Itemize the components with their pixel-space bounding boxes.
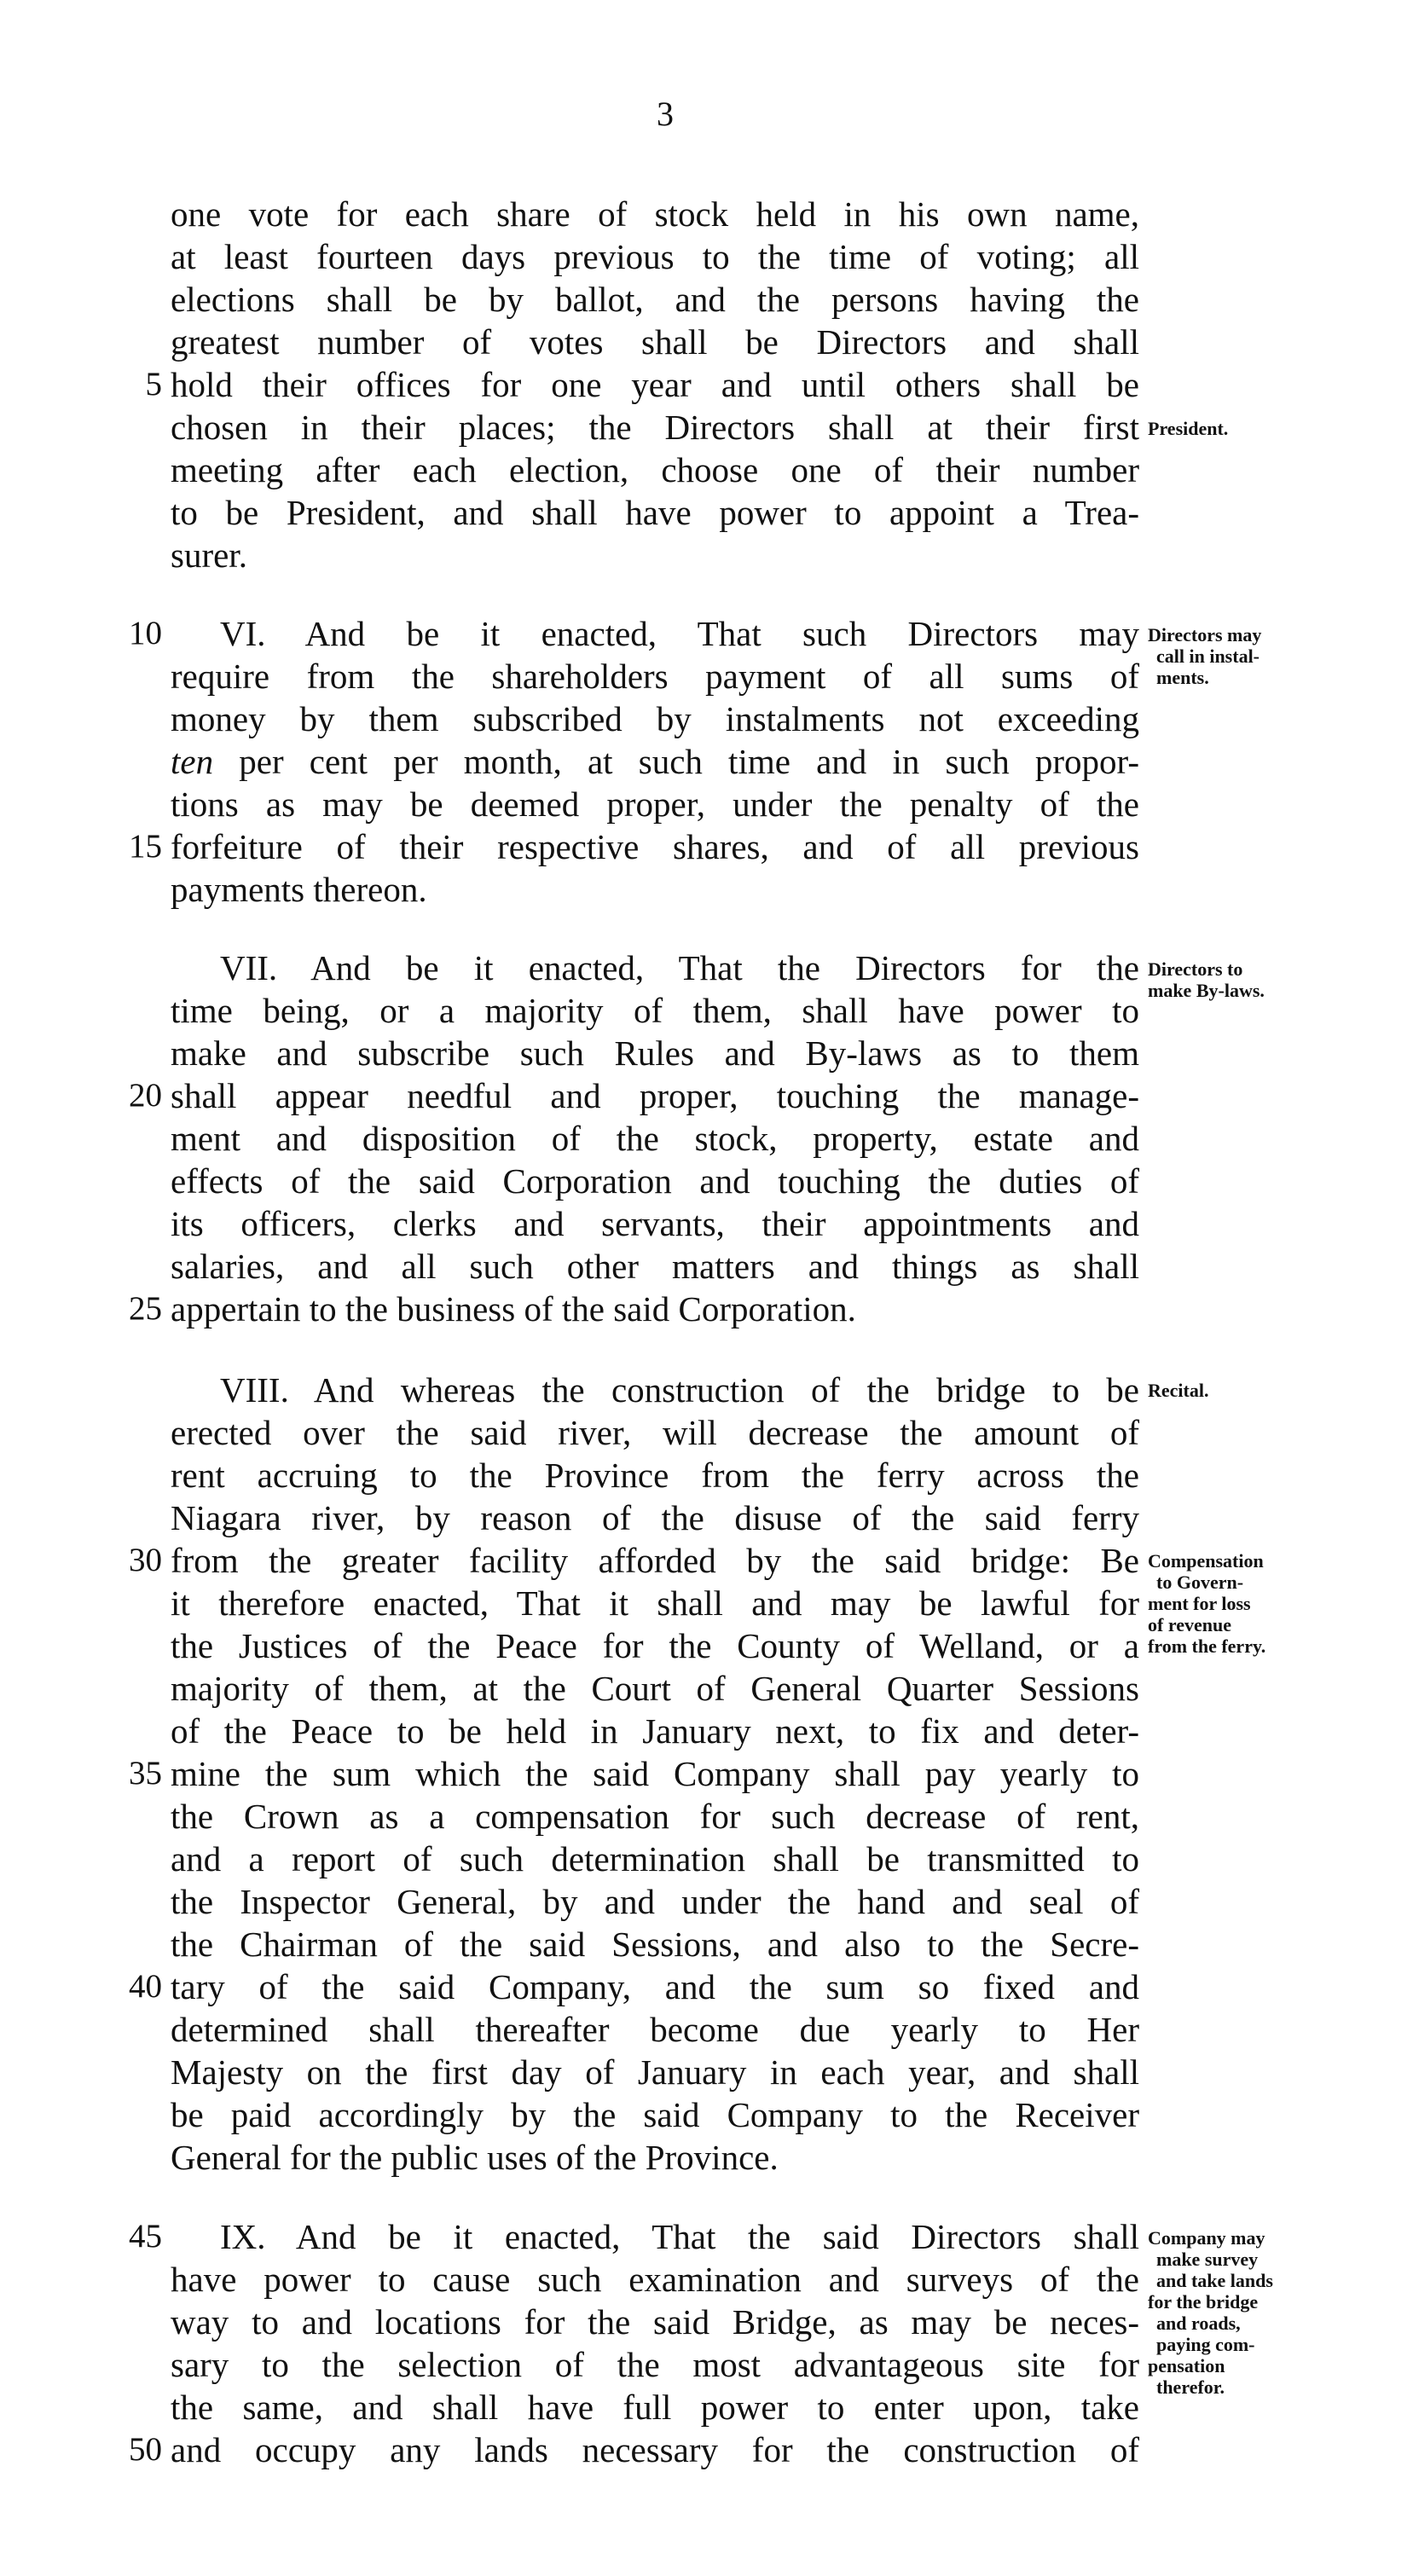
line-number: 30 [129,1542,162,1578]
body-line: shall appear needful and proper, touching the manage- [171,1076,1139,1115]
margin-note-line: from the ferry. [1148,1635,1266,1657]
margin-note-instalments [1148,624,1261,688]
body-line: and occupy any lands necessary for the construction of [171,2430,1139,2469]
body-line: salaries, and all such other matters and things as shall [171,1247,1139,1286]
section-heading-line: VII. And be it enacted, That the Directors for the [220,948,1139,987]
body-line: General for the public uses of the Province. [171,2138,779,2177]
body-line: and a report of such determination shall be transmitted to [171,1839,1139,1878]
body-line: the Justices of the Peace for the County of Welland, or a [171,1626,1139,1665]
margin-note-line: President. [1148,418,1229,439]
body-line: the Inspector General, by and under the hand and seal of [171,1882,1139,1921]
body-line: surer. [171,535,247,575]
margin-note-line: and take lands [1156,2270,1273,2291]
margin-note-recital [1148,1380,1208,1401]
section-heading-line: VI. And be it enacted, That such Directors may [220,614,1139,653]
margin-note-line: pensation [1148,2355,1225,2376]
body-line: erected over the said river, will decrease the amount of [171,1413,1139,1452]
margin-note-line: ment for loss [1148,1593,1251,1614]
body-line: determined shall thereafter become due yearly to Her [171,2010,1139,2049]
margin-note-survey [1148,2227,1273,2398]
body-line: tions as may be deemed proper, under the penalty of the [171,784,1139,824]
body-line: forfeiture of their respective shares, and of all previous [171,827,1139,866]
body-line: ment and disposition of the stock, property, estate and [171,1119,1139,1158]
body-line: rent accruing to the Province from the ferry across the [171,1456,1139,1495]
margin-note-line: and roads, [1156,2313,1241,2334]
body-line: elections shall be by ballot, and the persons having the [171,280,1139,319]
margin-note-line: therefor. [1156,2376,1225,2398]
margin-note-line: make survey [1156,2249,1259,2270]
body-line: Niagara river, by reason of the disuse of the said ferry [171,1498,1139,1537]
body-line: from the greater facility afforded by the said bridge: Be [171,1541,1139,1580]
body-line: majority of them, at the Court of General Quarter Sessions [171,1669,1139,1708]
body-line: way to and locations for the said Bridge, as may be neces- [171,2302,1139,2342]
body-line: meeting after each election, choose one of their number [171,450,1139,489]
body-line-rest: per cent per month, at such time and in such propor- [239,742,1139,781]
body-line [171,740,1139,783]
body-line: the Crown as a compensation for such decrease of rent, [171,1797,1139,1836]
body-line: money by them subscribed by instalments not exceeding [171,699,1139,738]
body-line: tary of the said Company, and the sum so fixed and [171,1967,1139,2006]
body-line: have power to cause such examination and surveys of the [171,2260,1139,2299]
body-line: of the Peace to be held in January next, to fix and deter- [171,1711,1139,1751]
body-line: be paid accordingly by the said Company to the Receiver [171,2095,1139,2134]
body-line: hold their offices for one year and until others shall be [171,365,1139,404]
margin-note-line: ments. [1156,667,1209,688]
line-number: 50 [129,2431,162,2468]
body-line: Majesty on the first day of January in each year, and shall [171,2052,1139,2092]
body-line: require from the shareholders payment of all sums of [171,657,1139,696]
line-number: 40 [129,1968,162,2005]
margin-note-line: Company may [1148,2227,1265,2249]
margin-note-line: for the bridge [1148,2291,1259,2313]
margin-note-line: call in instal- [1156,645,1260,667]
section-heading-line: VIII. And whereas the construction of the bridge to be [220,1370,1139,1410]
line-number: 5 [145,366,162,402]
body-line: the same, and shall have full power to enter upon, take [171,2388,1139,2427]
emphasis-ten: ten [171,742,214,781]
margin-note-line: of revenue [1148,1614,1231,1635]
body-line: effects of the said Corporation and touching the duties of [171,1161,1139,1201]
body-line: to be President, and shall have power to appoint a Trea- [171,493,1139,532]
body-line: one vote for each share of stock held in his own name, [171,194,1139,234]
body-line: mine the sum which the said Company shall pay yearly to [171,1754,1139,1793]
margin-note-compensation [1148,1550,1265,1657]
line-number: 20 [129,1077,162,1114]
margin-note-line: make By-laws. [1148,980,1265,1001]
body-line: chosen in their places; the Directors shall at their first [171,408,1139,447]
margin-note-line: Directors to [1148,958,1243,980]
section-heading-line: IX. And be it enacted, That the said Directors shall [220,2217,1139,2256]
line-number: 35 [129,1755,162,1792]
body-line: appertain to the business of the said Corporation. [171,1289,856,1329]
body-line: sary to the selection of the most advantageous site for [171,2345,1139,2384]
margin-note-president [1148,418,1228,439]
body-line: time being, or a majority of them, shall have power to [171,991,1139,1030]
line-number: 25 [129,1290,162,1327]
margin-note-bylaws [1148,958,1265,1001]
body-line: the Chairman of the said Sessions, and also to the Secre- [171,1925,1139,1964]
margin-note-line: Recital. [1148,1380,1209,1401]
body-line: it therefore enacted, That it shall and may be lawful for [171,1583,1139,1623]
body-line: at least fourteen days previous to the time of voting; all [171,237,1139,276]
body-line: its officers, clerks and servants, their appointments and [171,1204,1139,1243]
line-number: 45 [129,2218,162,2255]
body-line: make and subscribe such Rules and By-laws as to them [171,1033,1139,1073]
margin-note-line: to Govern- [1156,1572,1244,1593]
margin-note-line: Directors may [1148,624,1262,645]
margin-note-line: paying com- [1156,2334,1255,2355]
line-number: 10 [129,615,162,651]
body-line: greatest number of votes shall be Directors and shall [171,322,1139,362]
line-number: 15 [129,828,162,865]
margin-note-line: Compensation [1148,1550,1264,1572]
page-number: 3 [657,95,674,133]
body-line: payments thereon. [171,870,427,909]
